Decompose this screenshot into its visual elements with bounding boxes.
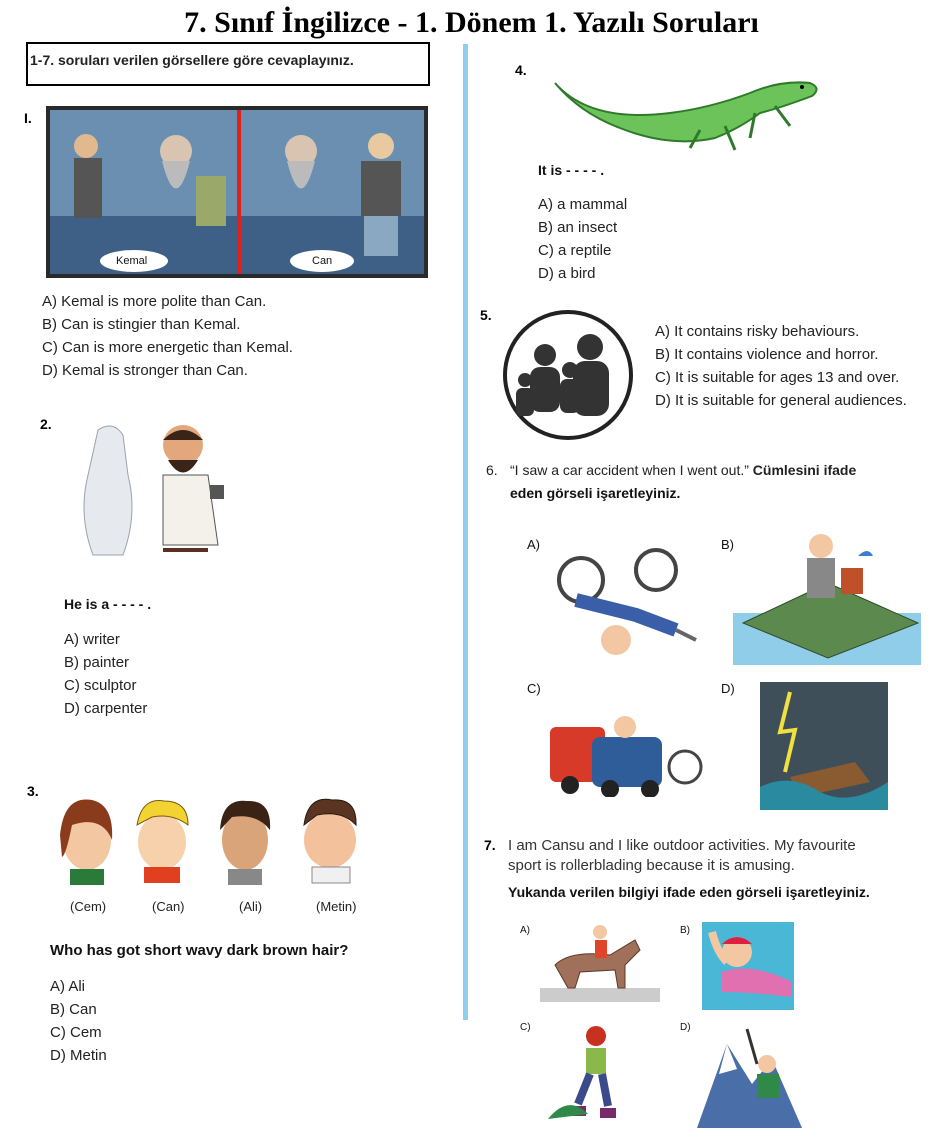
q3-name-cem: (Cem) — [70, 899, 107, 914]
q2-stem: He is a - - - - . — [64, 596, 152, 612]
q7-option-d-label[interactable]: D) — [680, 1022, 691, 1033]
q3-stem: Who has got short wavy dark brown hair? — [50, 942, 349, 959]
q1-option-b[interactable]: B) Can is stingier than Kemal. — [42, 316, 241, 333]
q7-number: 7. — [484, 837, 496, 853]
q6-option-b-label[interactable]: B) — [721, 537, 734, 552]
q3-name-metin: (Metin) — [316, 899, 357, 914]
q4-option-c[interactable]: C) a reptile — [538, 242, 612, 259]
face-ali — [220, 801, 270, 885]
q7-stem: Yukanda verilen bilgiyi ifade eden görseli işaretleyiniz. — [508, 884, 870, 900]
q7-option-a-label[interactable]: A) — [520, 925, 530, 936]
q5-family-rating-icon — [500, 305, 636, 445]
q7-option-a-horse-riding[interactable] — [540, 920, 660, 1004]
face-metin — [304, 799, 356, 883]
q6-option-a-bike-crash[interactable] — [536, 540, 708, 662]
q2-option-c[interactable]: C) sculptor — [64, 677, 137, 694]
q4-option-d[interactable]: D) a bird — [538, 265, 596, 282]
q5-option-a[interactable]: A) It contains risky behaviours. — [655, 323, 860, 340]
q6-option-b-flood[interactable] — [733, 528, 921, 665]
q4-lizard-illustration — [550, 68, 825, 158]
q3-name-can: (Can) — [152, 899, 185, 914]
q6-stem-line1 — [510, 462, 856, 478]
q6-stem-line2: eden görseli işaretleyiniz. — [510, 485, 681, 501]
q6-number: 6. — [486, 462, 498, 478]
q6-quote: “I saw a car accident when I went out.” — [510, 462, 749, 478]
q7-text-line1: I am Cansu and I like outdoor activities. My favourite — [508, 837, 856, 854]
q5-option-b[interactable]: B) It contains violence and horror. — [655, 346, 879, 363]
q2-option-d[interactable]: D) carpenter — [64, 700, 148, 717]
q1-option-d[interactable]: D) Kemal is stronger than Can. — [42, 362, 248, 379]
instruction-box: 1-7. soruları verilen görsellere göre cevaplayınız. — [26, 42, 430, 86]
q1-option-a[interactable]: A) Kemal is more polite than Can. — [42, 293, 267, 310]
q6-option-c-car-accident[interactable] — [550, 697, 710, 797]
q6-option-d-label[interactable]: D) — [721, 681, 735, 696]
q5-option-d[interactable]: D) It is suitable for general audiences. — [655, 392, 907, 409]
q7-text — [508, 836, 856, 876]
q6-option-a-label[interactable]: A) — [527, 537, 540, 552]
q2-sculptor-illustration — [68, 415, 268, 575]
face-can — [137, 801, 188, 884]
q7-option-b-label[interactable]: B) — [680, 925, 690, 936]
q2-option-b[interactable]: B) painter — [64, 654, 130, 671]
q6-option-d-storm-ship[interactable] — [760, 682, 888, 810]
column-divider — [463, 44, 468, 1020]
q7-option-c-label[interactable]: C) — [520, 1022, 531, 1033]
q3-number: 3. — [27, 783, 39, 799]
q5-number: 5. — [480, 307, 492, 323]
q1-label-can: Can — [312, 255, 333, 267]
q3-option-b[interactable]: B) Can — [50, 1001, 97, 1018]
q5-option-c[interactable]: C) It is suitable for ages 13 and over. — [655, 369, 900, 386]
q4-option-b[interactable]: B) an insect — [538, 219, 618, 236]
q4-stem: It is - - - - . — [538, 162, 605, 178]
q1-option-c[interactable]: C) Can is more energetic than Kemal. — [42, 339, 293, 356]
q1-bus-illustration — [46, 106, 428, 278]
q7-option-d-climbing[interactable] — [697, 1024, 802, 1128]
q7-option-c-rollerblading[interactable] — [548, 1024, 634, 1124]
q4-number: 4. — [515, 62, 527, 78]
face-cem — [60, 799, 112, 885]
q1-number: I. — [24, 110, 32, 126]
q3-option-a[interactable]: A) Ali — [50, 978, 86, 995]
q2-option-a[interactable]: A) writer — [64, 631, 120, 648]
q3-option-d[interactable]: D) Metin — [50, 1047, 107, 1064]
q2-number: 2. — [40, 416, 52, 432]
q3-name-ali: (Ali) — [239, 899, 263, 914]
q7-text-line2: sport is rollerblading because it is amusing. — [508, 857, 795, 874]
q3-faces-illustration — [52, 795, 372, 887]
q7-option-b-swimming[interactable] — [702, 922, 794, 1010]
q6-option-c-label[interactable]: C) — [527, 681, 541, 696]
q4-option-a[interactable]: A) a mammal — [538, 196, 628, 213]
q6-bold-part: Cümlesini ifade — [752, 462, 857, 478]
page-title: 7. Sınıf İngilizce - 1. Dönem 1. Yazılı Soruları — [184, 6, 759, 39]
q1-label-kemal: Kemal — [116, 255, 148, 267]
q3-option-c[interactable]: C) Cem — [50, 1024, 102, 1041]
